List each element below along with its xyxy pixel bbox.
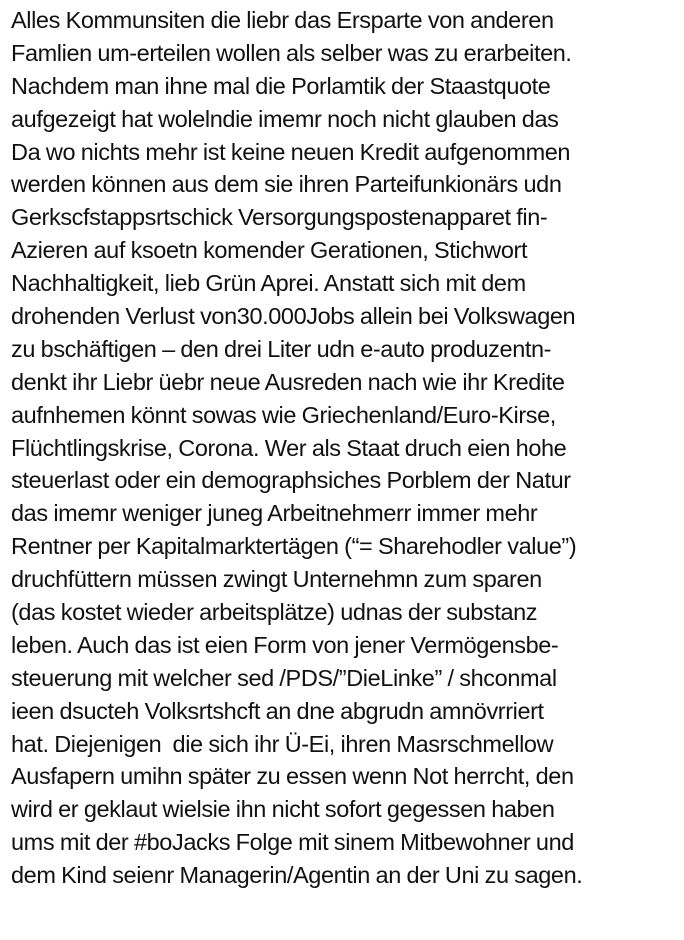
text-line: werden können aus dem sie ihren Parteifunkionärs udn	[11, 171, 562, 198]
text-line: Alles Kommunsiten die liebr das Ersparte von anderen	[11, 7, 554, 33]
text-line: leben. Auch das ist eien Form von jener Vermögensbe-	[11, 631, 559, 658]
text-line: drohenden Verlust von30.000Jobs allein bei Volkswagen	[11, 303, 576, 330]
text-line: dem Kind seienr Managerin/Agentin an der Uni zu sagen.	[11, 862, 583, 889]
text-line: aufgezeigt hat wolelndie imemr noch nicht glauben das	[11, 105, 559, 132]
text-line: steuerlast oder ein demographsiches Porblem der Natur	[11, 467, 571, 494]
text-line: aufnhemen könnt sowas wie Griechenland/Euro-Kirse,	[11, 401, 556, 428]
text-line: das imemr weniger juneg Arbeitnehmerr immer mehr	[11, 500, 538, 527]
text-line: Gerkscfstappsrtschick Versorgungspostenapparet fin-	[11, 204, 548, 231]
text-line: Azieren auf ksoetn komender Gerationen, Stichwort	[11, 237, 528, 264]
text-line: Flüchtlingskrise, Corona. Wer als Staat druch eien hohe	[11, 434, 567, 461]
text-line: (das kostet wieder arbeitsplätze) udnas der substanz	[11, 599, 538, 626]
text-line: steuerung mit welcher sed /PDS/”DieLinke” / shconmal	[11, 664, 557, 691]
text-line: druchfüttern müssen zwingt Unternehmn zum sparen	[11, 566, 542, 593]
text-line: wird er geklaut wielsie ihn nicht sofort gegessen haben	[11, 796, 555, 823]
text-line: zu bschäftigen – den drei Liter udn e-auto produzentn-	[11, 335, 552, 362]
text-line: Nachdem man ihne mal die Porlamtik der Staastquote	[11, 72, 551, 99]
text-line: Nachhaltigkeit, lieb Grün Aprei. Anstatt sich mit dem	[11, 270, 526, 297]
text-line: Da wo nichts mehr ist keine neuen Kredit aufgenommen	[11, 138, 571, 165]
text-line: ieen dsucteh Volksrtshcft an dne abgrudn amnövrriert	[11, 697, 544, 724]
text-line: hat. Diejenigen die sich ihr Ü-Ei, ihren Masrschmellow	[11, 730, 554, 757]
text-line: Ausfapern umihn später zu essen wenn Not herrcht, den	[11, 763, 574, 790]
text-line: Famlien um-erteilen wollen als selber was zu erarbeiten.	[11, 39, 572, 66]
text-line: ums mit der #boJacks Folge mit sinem Mitbewohner und	[11, 829, 574, 856]
text-line: Rentner per Kapitalmarktertägen (“= Sharehodler value”)	[11, 533, 577, 560]
body-text	[11, 4, 683, 892]
text-line: denkt ihr Liebr üebr neue Ausreden nach wie ihr Kredite	[11, 368, 565, 395]
